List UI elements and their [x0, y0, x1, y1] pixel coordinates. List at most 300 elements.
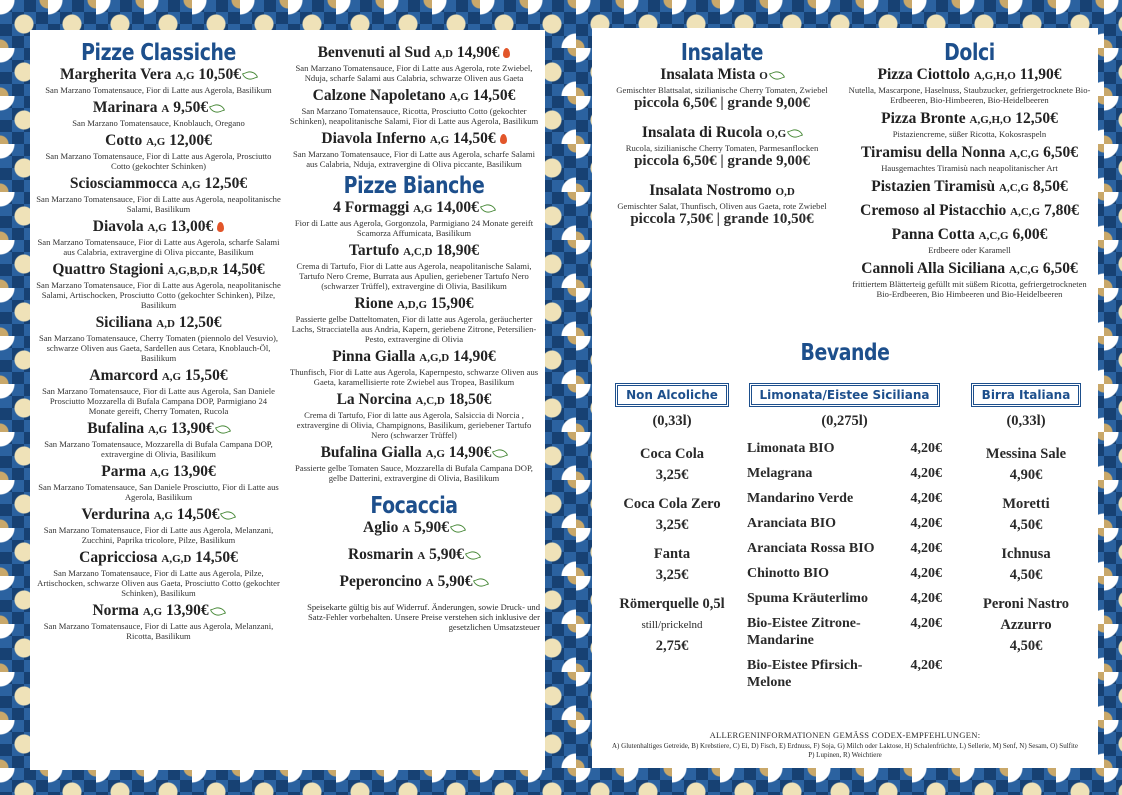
vegetarian-leaf-icon: [209, 605, 225, 618]
right-menu-panel: [592, 28, 1098, 768]
drink-row: [747, 657, 942, 691]
menu-item: [847, 226, 1092, 255]
item-name-text: Insalata Mista: [660, 66, 760, 83]
menu-item: [36, 420, 281, 459]
item-description: San Marzano Tomatensauce, Fior di Latte aus Agerola, San Daniele Prosciutto Mozzarella di Bufala Campana DOP, Parmigiano 24 Monate gereift, Cherry Tomaten, Rucola: [42, 386, 275, 416]
menu-item-name: [36, 175, 281, 194]
item-price: 13,90€: [167, 420, 214, 437]
allergen-codes: A,G: [146, 136, 166, 148]
menu-item: [847, 110, 1092, 139]
drink-name: Peroni Nastro Azzurro: [982, 596, 1070, 633]
menu-item: [602, 182, 842, 228]
allergen-codes: A,G: [449, 91, 469, 103]
vegetarian-leaf-icon: [769, 69, 785, 82]
item-name-text: Tartufo: [349, 242, 404, 259]
item-price: 15,90€: [427, 295, 474, 312]
drink-row: [747, 540, 942, 557]
drink-item: [962, 544, 1090, 586]
item-description: Hausgemachtes Tiramisù nach neapolitanischer Art: [881, 163, 1058, 173]
drink-name: Spuma Kräuterlimo: [747, 591, 868, 606]
menu-item-name: [847, 110, 1092, 129]
item-description: San Marzano Tomatensauce, Fior di Latte aus Agerola, scharfe Salami aus Calabria, extravergine di Oliva piccante, Basilikum: [37, 237, 280, 257]
size-prices: piccola 6,50€ | grande 9,00€: [634, 95, 810, 111]
insalate-column: [602, 40, 842, 240]
classiche-heading: Pizze Classiche: [81, 40, 236, 66]
menu-item-name: [288, 444, 540, 463]
menu-item: [847, 66, 1092, 105]
allergen-codes: A,D: [156, 318, 175, 330]
item-price: 14,50€: [449, 130, 496, 147]
allergen-codes: A: [402, 523, 411, 535]
drink-price: 4,20€: [910, 466, 942, 481]
allergen-codes: A,C,D: [415, 395, 445, 407]
spicy-flame-icon: [503, 48, 510, 58]
allergen-codes: A,C,G: [1010, 206, 1041, 218]
birra-size: (0,33l): [1006, 413, 1046, 429]
allergen-codes: A,C,G: [1009, 264, 1039, 276]
size-prices: piccola 7,50€ | grande 10,50€: [630, 211, 814, 227]
drink-name: Moretti: [1002, 496, 1050, 512]
allergen-codes: A,G: [153, 510, 173, 522]
item-price: 11,90€: [1015, 66, 1062, 83]
menu-item-name: [847, 260, 1092, 279]
drink-name: Melagrana: [747, 466, 813, 481]
menu-item-name: [36, 602, 281, 621]
item-name-text: Quattro Stagioni: [52, 261, 168, 278]
item-description: San Marzano Tomatensauce, Fior di Latte aus Agerola, scharfe Salami aus Calabria, Nduja, extravergine di Oliva piccante, Basilikum: [293, 149, 535, 169]
specials-column: [288, 44, 540, 632]
menu-item-name: [36, 99, 281, 118]
item-description: San Marzano Tomatensauce, Ricotta, Prosciutto Cotto (gekochter Schinken), neapolitanische Salami, Fior di Latte aus Agerola, Basilikum: [289, 106, 539, 126]
item-price: 6,00€: [1008, 226, 1048, 243]
allergen-title: ALLERGENINFORMATIONEN GEMÄSS CODEX-EMPFEHLUNGEN:: [709, 730, 981, 740]
classiche-list: [36, 66, 281, 641]
allergen-codes: A,C,G: [999, 182, 1029, 194]
item-description: Erdbeere oder Karamell: [928, 245, 1011, 255]
non-alcoliche-label: Non Alcoliche: [615, 383, 729, 407]
item-description: San Marzano Tomatensauce, Fior di Latte aus Agerola, Basilikum: [45, 85, 272, 95]
item-name-text: Marinara: [92, 99, 162, 116]
menu-item-name: [288, 295, 540, 314]
item-name-text: La Norcina: [336, 391, 416, 408]
non-alcoliche-size: (0,33l): [652, 413, 692, 429]
item-description: Gemischter Salat, Thunfisch, Oliven aus Gaeta, rote Zwiebel: [617, 201, 827, 211]
menu-item-name: [288, 87, 540, 106]
menu-item-name: [847, 202, 1092, 221]
menu-item-name: [847, 66, 1092, 85]
item-description: Gemischter Blattsalat, sizilianische Cherry Tomaten, Zwiebel: [616, 85, 828, 95]
item-description: Crema di Tartufo, Fior di latte aus Agerola, Salsiccia di Norcia , extravergine di Olivia, Champignons, Basilikum, geriebener Tartufo Nero (schwarzer Trüffel): [296, 410, 532, 440]
allergen-codes: A,G,H,O: [969, 114, 1012, 126]
menu-item: [288, 44, 540, 83]
birra-list: [962, 444, 1090, 657]
menu-item: [847, 144, 1092, 173]
item-price: 18,50€: [444, 391, 492, 408]
menu-item-name: [36, 314, 281, 333]
item-name-text: Rosmarin: [347, 546, 418, 563]
drink-name: Aranciata BIO: [747, 516, 837, 531]
drink-row: [747, 490, 942, 507]
item-name-text: Panna Cotta: [891, 226, 979, 243]
menu-item-name: [36, 66, 281, 85]
item-name-text: Siciliana: [95, 314, 157, 331]
drink-row: [747, 465, 942, 482]
menu-item-name: [288, 546, 540, 565]
menu-item-name: [288, 519, 540, 538]
item-description: San Marzano Tomatensauce, Mozzarella di Bufala Campana DOP, extravergine di Olivia, Basilikum: [44, 439, 273, 459]
allergen-codes: A,G: [429, 134, 450, 146]
menu-item-name: [847, 226, 1092, 245]
item-price: 14,90€: [452, 44, 500, 61]
item-price: 14,90€: [444, 444, 492, 461]
item-price: 14,50€: [172, 506, 220, 523]
vegetarian-leaf-icon: [242, 69, 258, 82]
drink-name: Ichnusa: [1001, 546, 1051, 562]
item-price: 12,50€: [174, 314, 222, 331]
menu-item-name: [36, 420, 281, 439]
item-name-text: Aglio: [363, 519, 403, 536]
item-name-text: Cotto: [105, 132, 147, 149]
menu-item-name: [288, 199, 540, 218]
bianche-list: [288, 199, 540, 483]
limonata-column: [747, 383, 942, 699]
bianche-heading: Pizze Bianche: [343, 173, 485, 199]
item-name-text: Tiramisu della Nonna: [861, 144, 1010, 161]
allergen-info: [612, 730, 1078, 760]
drink-name: Fanta: [653, 546, 691, 562]
focaccia-list: [288, 519, 540, 592]
allergen-codes: A: [417, 550, 426, 562]
menu-item: [288, 295, 540, 344]
drink-name: Mandarino Verde: [747, 491, 854, 506]
classiche-column: [36, 40, 281, 645]
limonata-size: (0,275l): [821, 413, 868, 429]
menu-item: [847, 260, 1092, 299]
item-name-text: Amarcord: [89, 367, 162, 384]
item-description: San Marzano Tomatensauce, Fior di Latte aus Agerola, neapolitanische Salami, Artischocken, Prosciutto Cotto (gekochter Schinken), Pilze, Basilikum: [36, 280, 281, 310]
menu-item: [288, 391, 540, 440]
vegetarian-leaf-icon: [465, 549, 481, 562]
item-name-text: 4 Formaggi: [333, 199, 414, 216]
item-description: San Marzano Tomatensauce, Fior di Latte aus Agerola, rote Zwiebel, Nduja, scharfe Salami aus Calabria, schwarze Oliven aus Gaeta: [295, 63, 533, 83]
drink-price: 4,20€: [910, 491, 942, 506]
bevande-heading: Bevande: [800, 340, 890, 366]
limonata-label: Limonata/Eistee Siciliana: [749, 383, 941, 407]
menu-item: [36, 314, 281, 363]
size-prices: piccola 6,50€ | grande 9,00€: [634, 153, 810, 169]
menu-item: [36, 132, 281, 171]
insalate-list: [602, 66, 842, 228]
drink-item: [962, 494, 1090, 536]
item-name-text: Sciosciammocca: [69, 175, 182, 192]
menu-item: [288, 199, 540, 238]
menu-item-name: [36, 218, 281, 237]
item-price: 12,50€: [200, 175, 248, 192]
item-name-text: Norma: [92, 602, 143, 619]
menu-item: [602, 66, 842, 112]
non-alcoliche-column: [602, 383, 742, 665]
menu-item: [288, 546, 540, 565]
menu-item-name: [36, 367, 281, 386]
item-name-text: Margherita Vera: [59, 66, 176, 83]
item-name-text: Diavola: [92, 218, 148, 235]
drink-name: Limonata BIO: [747, 441, 835, 456]
spicy-flame-icon: [217, 222, 224, 232]
menu-item-name: [36, 261, 281, 280]
allergen-codes: A,G: [175, 70, 195, 82]
drink-price: 3,25€: [655, 467, 689, 483]
item-name-text: Calzone Napoletano: [312, 87, 450, 104]
vegetarian-leaf-icon: [450, 522, 466, 535]
menu-item-name: [36, 132, 281, 151]
drink-item: [962, 594, 1090, 657]
specials-list: [288, 44, 540, 169]
allergen-codes: A,G: [147, 424, 168, 436]
item-description: Passierte gelbe Tomaten Sauce, Mozzarella di Bufala Campana DOP, gelbe Datterini, extravergine di Olivia, Basilikum: [295, 463, 533, 483]
item-price: 10,50€: [194, 66, 242, 83]
item-name-text: Bufalina Gialla: [320, 444, 426, 461]
item-name-text: Benvenuti al Sud: [317, 44, 435, 61]
allergen-codes: A,G,B,D,R: [167, 265, 219, 277]
vegetarian-leaf-icon: [220, 509, 236, 522]
menu-item: [288, 519, 540, 538]
non-alcoliche-list: [602, 444, 742, 657]
drink-note: still/prickelnd: [641, 619, 703, 631]
menu-item: [36, 367, 281, 416]
menu-item: [288, 348, 540, 387]
item-name-text: Pistazien Tiramisù: [871, 178, 1000, 195]
item-description: San Marzano Tomatensauce, Fior di Latte aus Agerola, Pilze, Artischocken, schwarze Oliven aus Gaeta, Prosciutto Cotto (gekochter Schinken), Basilikum: [37, 568, 280, 598]
item-description: San Marzano Tomatensauce, Fior di Latte aus Agerola, neapolitanische Salami, Basilikum: [36, 194, 281, 214]
item-description: Nutella, Mascarpone, Haselnuss, Staubzucker, gefriergetrocknete Bio-Erdbeeren, Bio-Himbeeren, Bio-Heidelbeeren: [848, 85, 1091, 105]
item-price: 13,90€: [169, 463, 216, 480]
drink-price: 4,20€: [910, 516, 942, 531]
menu-item: [36, 66, 281, 95]
item-description: Fior di Latte aus Agerola, Gorgonzola, Parmigiano 24 Monate gereift Scamorza Affumicata, Basilikum: [294, 218, 534, 238]
item-description: San Marzano Tomatensauce, Fior di Latte aus Agerola, Prosciutto Cotto (gekochter Schinken): [45, 151, 272, 171]
allergen-codes: O: [759, 70, 768, 82]
item-price: 9,50€: [169, 99, 209, 116]
menu-item-name: [288, 44, 540, 63]
menu-item: [36, 549, 281, 598]
menu-item-name: [602, 124, 842, 143]
item-name-text: Pizza Ciottolo: [877, 66, 974, 83]
allergen-codes: A: [161, 103, 170, 115]
menu-footer: Speisekarte gültig bis auf Widerruf. Änderungen, sowie Druck- und Satz-Fehler vorbehalten. Unsere Preise verstehen sich inklusive der gesetzlichen Umsatzsteuer: [307, 602, 540, 632]
drink-item: [602, 494, 742, 536]
drink-row: [747, 590, 942, 607]
item-price: 12,00€: [165, 132, 212, 149]
drink-name: Messina Sale: [985, 446, 1067, 462]
dolci-column: [847, 40, 1092, 304]
allergen-codes: A: [425, 577, 434, 589]
allergen-codes: A,G,H,O: [973, 70, 1016, 82]
allergen-codes: A,D,G: [397, 299, 428, 311]
item-price: 14,90€: [449, 348, 496, 365]
menu-item: [36, 175, 281, 214]
item-price: 14,50€: [468, 87, 516, 104]
item-name-text: Verdurina: [81, 506, 154, 523]
drink-price: 4,20€: [910, 591, 942, 606]
spicy-flame-icon: [500, 134, 507, 144]
item-price: 18,90€: [432, 242, 479, 259]
drink-price: 4,50€: [1009, 638, 1043, 654]
item-description: Crema di Tartufo, Fior di Latte aus Agerola, neapolitanische Salami, Tartufo Nero Creme, Burrata aus Apulien, geriebener Tartufo Nero (schwarzer Trüffel), extravergine di Olivia, Basilikum: [296, 261, 532, 291]
item-description: Passierte gelbe Datteltomaten, Fior di latte aus Agerola, geräucherter Lachs, Stracciatella aus Andria, Kapern, geriebene Zitrone, Petersilien-Pesto, extravergine di Olivia: [291, 314, 537, 344]
item-description: San Marzano Tomatensauce, Cherry Tomaten (piennolo del Vesuvio), schwarze Oliven aus Gaeta, Sardellen aus Cetara, Knoblauch-Öl, Basilikum: [38, 333, 279, 363]
allergen-codes: O,G: [766, 128, 787, 140]
menu-item: [847, 202, 1092, 221]
item-price: 13,00€: [166, 218, 214, 235]
vegetarian-leaf-icon: [209, 102, 225, 115]
menu-item-name: [602, 182, 842, 201]
dolci-list: [847, 66, 1092, 299]
allergen-codes: A,G: [181, 179, 201, 191]
allergen-codes: A,C,G: [978, 230, 1009, 242]
vegetarian-leaf-icon: [787, 127, 803, 140]
menu-item: [288, 444, 540, 483]
drink-price: 4,50€: [1009, 517, 1043, 533]
drink-price: 4,20€: [910, 658, 942, 673]
menu-item: [36, 506, 281, 545]
allergen-codes: A,C,D: [403, 246, 433, 258]
menu-item-name: [847, 178, 1092, 197]
drink-name: Bio-Eistee Pfirsich-Melone: [747, 658, 863, 690]
menu-item: [36, 602, 281, 641]
menu-item-name: [602, 66, 842, 85]
drink-price: 3,25€: [655, 567, 689, 583]
vegetarian-leaf-icon: [492, 447, 508, 460]
drink-name: Aranciata Rossa BIO: [747, 541, 875, 556]
item-price: 13,90€: [162, 602, 209, 619]
item-price: 8,50€: [1028, 178, 1068, 195]
menu-item-name: [288, 348, 540, 367]
item-name-text: Peperoncino: [339, 573, 426, 590]
item-price: 6,50€: [1039, 144, 1078, 161]
drink-item: [602, 444, 742, 486]
item-name-text: Bufalina: [87, 420, 148, 437]
allergen-codes: A,G: [147, 222, 167, 234]
drink-price: 4,90€: [1009, 467, 1043, 483]
drink-name: Coca Cola Zero: [623, 496, 721, 512]
drink-price: 3,25€: [655, 517, 689, 533]
item-description: Thunfisch, Fior di Latte aus Agerola, Kapernpesto, schwarze Oliven aus Gaeta, karamellisierte rote Zwiebel aus Tropea, Basilikum: [289, 367, 539, 387]
drink-item: [602, 544, 742, 586]
item-price: 14,00€: [432, 199, 479, 216]
drink-row: [747, 615, 942, 649]
item-description: Rucola, sizilianische Cherry Tomaten, Parmesanflocken: [625, 143, 819, 153]
menu-item-name: [847, 144, 1092, 163]
allergen-codes: A,G,D: [161, 553, 192, 565]
allergen-codes: O,D: [775, 186, 795, 198]
drink-price: 2,75€: [655, 638, 689, 654]
drink-price: 4,20€: [910, 616, 942, 631]
allergen-codes: A,D: [434, 48, 453, 60]
menu-item-name: [288, 573, 540, 592]
birra-label: Birra Italiana: [971, 383, 1082, 407]
allergen-text: A) Glutenhaltiges Getreide, B) Krebstiere, C) Ei, D) Fisch, E) Erdnuss, F) Soja, G) Milch oder Laktose, H) Schalenfrüchte, L) Sellerie, M) Senf, N) Sesam, O) Sulfite P) Lupinen, R) Weichtiere: [612, 742, 1078, 759]
item-description: San Marzano Tomatensauce, Knoblauch, Oregano: [72, 118, 245, 128]
allergen-codes: A,G: [413, 203, 433, 215]
allergen-codes: A,G: [142, 606, 163, 618]
menu-item: [847, 178, 1092, 197]
drink-row: [747, 440, 942, 457]
vegetarian-leaf-icon: [215, 423, 231, 436]
item-name-text: Cremoso al Pistacchio: [860, 202, 1011, 219]
limonata-list: [747, 440, 942, 691]
drink-price: 4,50€: [1009, 567, 1043, 583]
allergen-codes: A,C,G: [1009, 148, 1040, 160]
drink-price: 4,20€: [910, 541, 942, 556]
vegetarian-leaf-icon: [473, 576, 489, 589]
drink-name: Bio-Eistee Zitrone-Mandarine: [747, 616, 861, 648]
item-name-text: Pizza Bronte: [881, 110, 970, 127]
item-price: 14,50€: [218, 261, 265, 278]
menu-item: [288, 87, 540, 126]
item-description: Pistaziencreme, süßer Ricotta, Kokosraspeln: [892, 129, 1047, 139]
allergen-codes: A,G: [425, 448, 445, 460]
item-name-text: Insalata di Rucola: [641, 124, 767, 141]
menu-item: [36, 99, 281, 128]
menu-item-name: [36, 463, 281, 482]
item-description: San Marzano Tomatensauce, Fior di Latte aus Agerola, Melanzani, Ricotta, Basilikum: [43, 621, 274, 641]
item-price: 12,50€: [1011, 110, 1058, 127]
drink-price: 4,20€: [910, 441, 942, 456]
item-name-text: Insalata Nostromo: [649, 182, 776, 199]
drink-row: [747, 565, 942, 582]
drink-name: Römerquelle 0,5l: [619, 596, 725, 612]
insalate-heading: Insalate: [680, 40, 764, 66]
item-name-text: Pinna Gialla: [332, 348, 420, 365]
drink-item: [602, 594, 742, 657]
allergen-codes: A,G: [149, 467, 170, 479]
menu-item: [602, 124, 842, 170]
allergen-codes: A,G,D: [419, 352, 450, 364]
drink-row: [747, 515, 942, 532]
dolci-heading: Dolci: [944, 40, 995, 66]
drink-item: [962, 444, 1090, 486]
drink-name: Coca Cola: [639, 446, 705, 462]
menu-item: [36, 261, 281, 310]
item-name-text: Cannoli Alla Siciliana: [861, 260, 1010, 277]
allergen-codes: A,G: [161, 371, 182, 383]
birra-column: [962, 383, 1090, 665]
focaccia-heading: Focaccia: [370, 493, 458, 519]
item-price: 5,90€: [425, 546, 465, 563]
item-price: 15,50€: [181, 367, 228, 384]
item-price: 6,50€: [1038, 260, 1078, 277]
menu-item: [288, 242, 540, 291]
menu-item-name: [36, 506, 281, 525]
menu-item-name: [288, 130, 540, 149]
item-price: 5,90€: [433, 573, 473, 590]
menu-item: [288, 573, 540, 592]
item-price: 5,90€: [410, 519, 449, 536]
item-name-text: Diavola Inferno: [321, 130, 430, 147]
item-price: 7,80€: [1040, 202, 1079, 219]
menu-item-name: [36, 549, 281, 568]
menu-item: [288, 130, 540, 169]
item-description: San Marzano Tomatensauce, Fior di Latte aus Agerola, Melanzani, Zucchini, Paprika tricolore, Pilze, Basilikum: [43, 525, 274, 545]
item-description: frittiertem Blätterteig gefüllt mit süßem Ricotta, gefriergetrockneten Bio-Erdbeeren, Bio Himbeeren und Bio-Heidelbeeren: [852, 279, 1087, 299]
item-name-text: Capricciosa: [79, 549, 162, 566]
drink-price: 4,20€: [910, 566, 942, 581]
drink-name: Chinotto BIO: [747, 566, 830, 581]
menu-item: [36, 218, 281, 257]
left-menu-panel: [30, 30, 545, 770]
item-name-text: Parma: [101, 463, 150, 480]
menu-item-name: [288, 242, 540, 261]
